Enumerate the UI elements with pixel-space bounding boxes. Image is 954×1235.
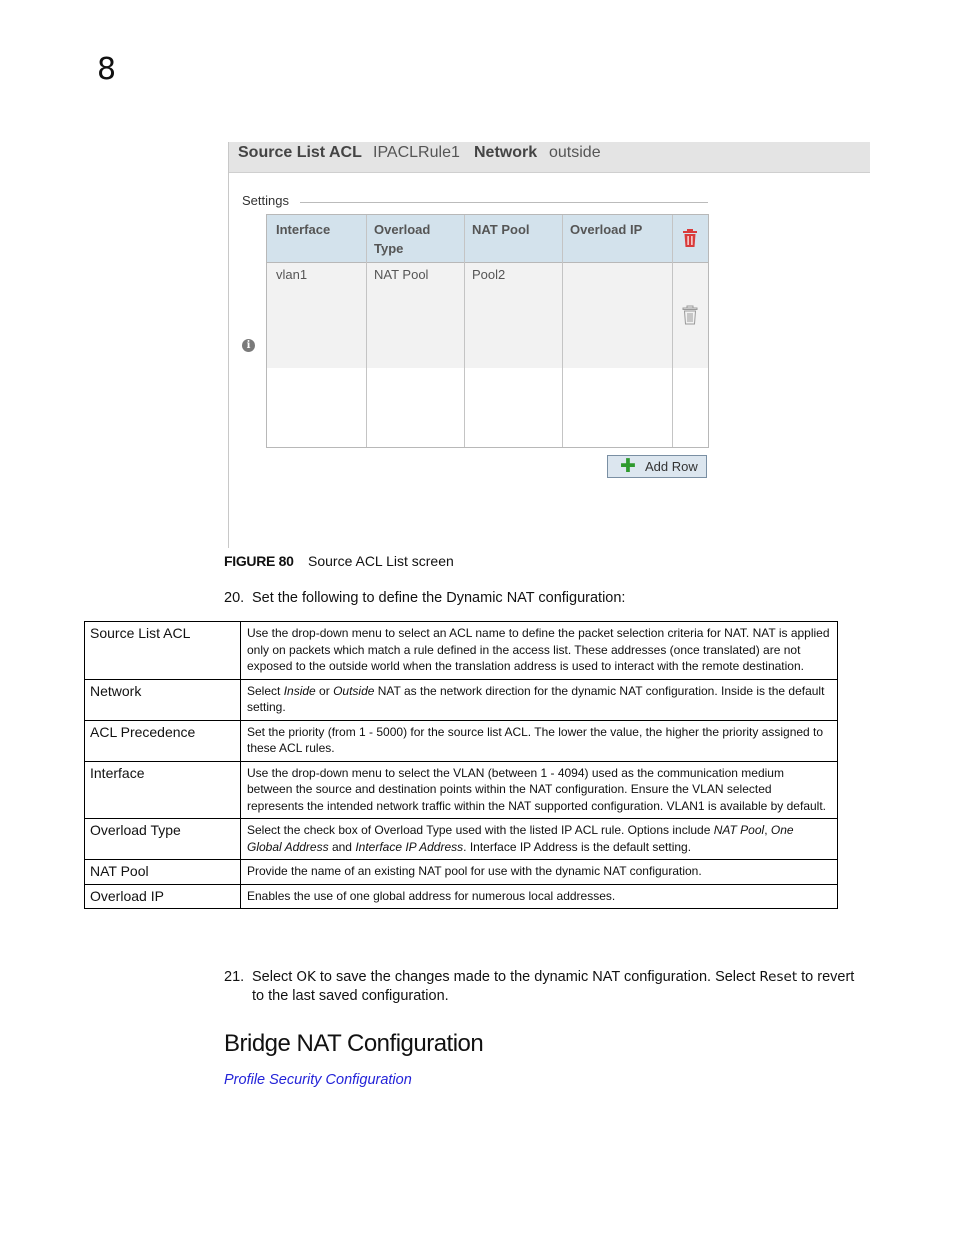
column-divider [672,215,673,447]
table-row [85,884,838,909]
section-heading: Bridge NAT Configuration [224,1030,484,1057]
param-name: Network [85,679,241,720]
cell-nat-pool[interactable]: Pool2 [472,267,506,282]
column-header-nat-pool[interactable]: NAT Pool [472,222,530,237]
step-number: 20. [224,590,245,606]
figure-caption [224,553,454,569]
row-delete-trash-icon[interactable] [681,305,699,325]
nat-parameters-table [84,621,838,909]
network-label: Network [474,144,538,161]
source-acl-screenshot [228,142,870,548]
column-divider [562,215,563,447]
profile-security-link[interactable]: Profile Security Configuration [224,1072,412,1088]
param-name: NAT Pool [85,860,241,885]
info-icon[interactable]: i [242,339,255,352]
table-row [85,860,838,885]
nat-rules-grid [266,214,709,448]
param-name: Overload IP [85,884,241,909]
param-description: Select Inside or Outside NAT as the network direction for the dynamic NAT configuration. Inside is the default setting. [241,679,838,720]
frame-divider [228,142,229,548]
step-text: Set the following to define the Dynamic NAT configuration: [252,590,626,606]
column-header-interface[interactable]: Interface [276,222,331,237]
column-header-overload-type[interactable]: Overload Type [374,222,431,256]
param-name: Overload Type [85,819,241,860]
column-header-overload-ip[interactable]: Overload IP [570,222,643,237]
settings-label: Settings [242,193,289,208]
param-name: Interface [85,761,241,819]
plus-icon: ✚ [620,456,636,477]
chapter-number: 8 [97,52,117,87]
step-21 [224,968,869,1008]
delete-all-trash-icon[interactable] [681,228,699,248]
cell-interface[interactable]: vlan1 [276,267,308,282]
screen-header [229,142,870,173]
param-description: Select the check box of Overload Type used with the listed IP ACL rule. Options include NAT Pool, One Global Address and Interface IP Address. Interface IP Address is the default setting. [241,819,838,860]
cell-overload-type[interactable]: NAT Pool [374,267,429,282]
source-list-acl-label: Source List ACL [238,144,362,161]
step-text: Select OK to save the changes made to the dynamic NAT configuration. Select Reset to revert to the last saved configuration. [252,969,855,1004]
table-row [85,679,838,720]
param-description: Use the drop-down menu to select an ACL name to define the packet selection criteria for NAT. NAT is applied only on packets which match a rule defined in the access list. These addresses (once translated) are not exposed to the outside world when the translation address is used to interact with the remote destination. [241,622,838,680]
figure-title: Source ACL List screen [308,553,454,569]
table-row [85,720,838,761]
column-divider [464,215,465,447]
source-list-acl-value: IPACLRule1 [373,144,460,161]
param-description: Provide the name of an existing NAT pool for use with the dynamic NAT configuration. [241,860,838,885]
param-name: Source List ACL [85,622,241,680]
figure-label: FIGURE 80 [224,553,294,569]
network-value: outside [549,144,601,161]
table-row [85,819,838,860]
step-number: 21. [224,969,245,985]
table-row [85,622,838,680]
param-description: Use the drop-down menu to select the VLAN (between 1 - 4094) used as the communication medium between the source and destination points within the NAT configuration. Ensure the VLAN selected represents the intended network traffic within the NAT supported configuration. VLAN1 is available by default. [241,761,838,819]
add-row-label: Add Row [645,459,698,474]
param-name: ACL Precedence [85,720,241,761]
table-row [85,761,838,819]
column-divider [366,215,367,447]
settings-divider [300,202,708,203]
param-description: Enables the use of one global address for numerous local addresses. [241,884,838,909]
add-row-button[interactable] [607,455,707,478]
param-description: Set the priority (from 1 - 5000) for the source list ACL. The lower the value, the higher the priority assigned to these ACL rules. [241,720,838,761]
